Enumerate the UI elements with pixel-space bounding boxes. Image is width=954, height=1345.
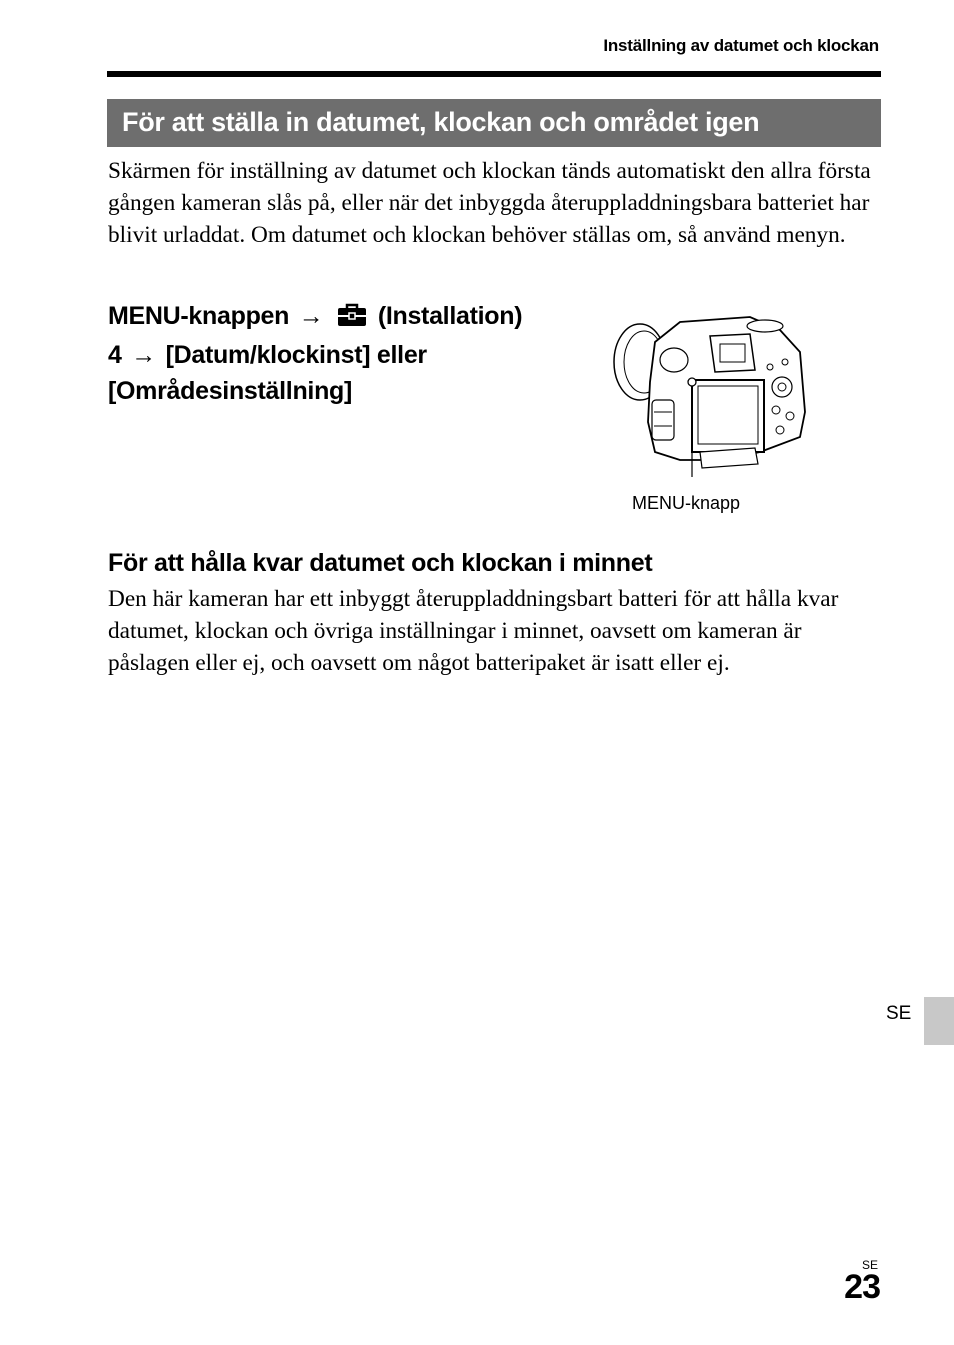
subheading: För att hålla kvar datumet och klockan i minnet xyxy=(108,549,653,577)
menu-path-area-setting: [Områdesinställning] xyxy=(108,377,353,405)
camera-illustration xyxy=(610,312,825,477)
section-title-bar xyxy=(107,99,881,147)
menu-path-button: MENU-knappen xyxy=(108,302,290,330)
side-language-label: SE xyxy=(886,1003,912,1024)
intro-paragraph: Skärmen för inställning av datumet och klockan tänds automatiskt den allra första gången kameran slås på, eller när det inbyggda återuppladdningsbara batteriet har blivit urladdat. Om datumet och klockan behöver ställas om, så använd menyn. xyxy=(108,158,871,248)
toolbox-icon xyxy=(337,301,367,337)
menu-path-date-setting: [Datum/klockinst] eller xyxy=(165,341,427,369)
menu-button-label: MENU-knapp xyxy=(632,493,741,513)
arrow-icon: → xyxy=(131,341,156,369)
menu-path-instruction xyxy=(108,298,578,409)
page-number: 23 xyxy=(844,1268,880,1306)
menu-path-page: 4 xyxy=(108,341,122,369)
menu-path-installation: (Installation) xyxy=(377,302,523,330)
arrow-icon: → xyxy=(298,302,324,330)
page-language-label: SE xyxy=(861,1258,878,1272)
section-title: För att ställa in datumet, klockan och området igen xyxy=(122,107,760,137)
header-rule xyxy=(107,71,881,77)
memory-paragraph: Den här kameran har ett inbyggt återuppladdningsbart batteri för att hålla kvar datumet, klockan och övriga inställningar i minnet, oavsett om kameran är påslagen eller ej, och oavsett om något batteripaket är isatt eller ej. xyxy=(108,586,839,676)
running-header: Inställning av datumet och klockan xyxy=(603,36,879,55)
side-language-tab xyxy=(924,997,954,1045)
